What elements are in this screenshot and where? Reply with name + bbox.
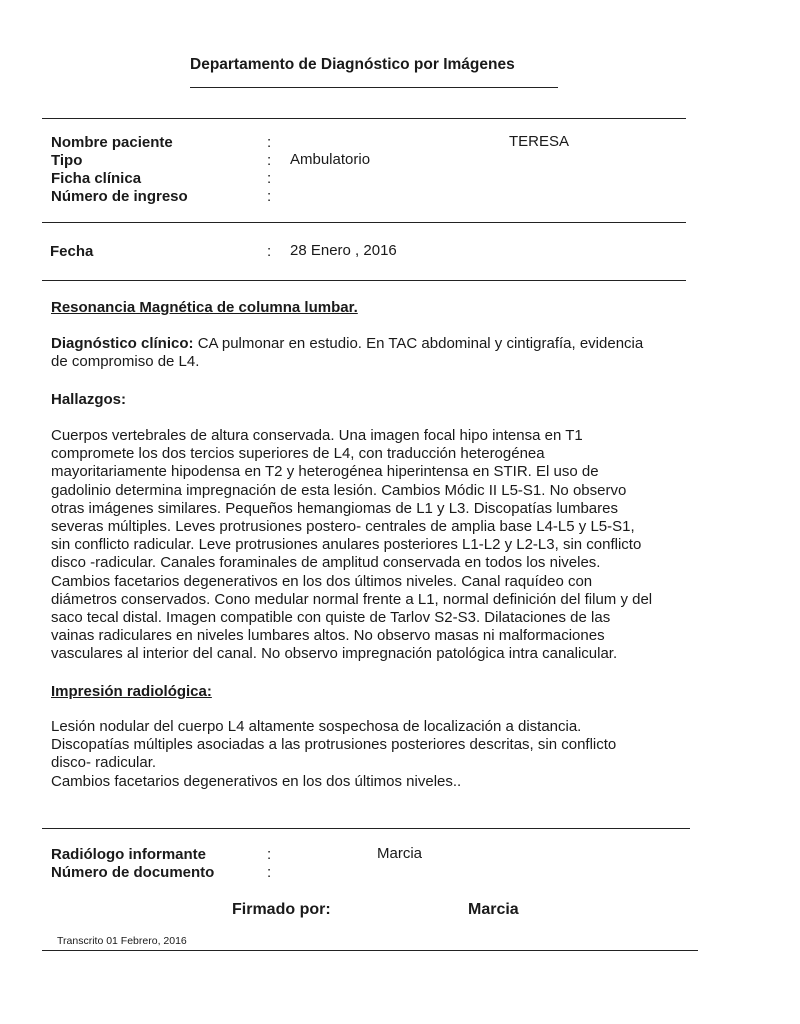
colon: : <box>267 170 272 187</box>
title-underline <box>190 87 558 88</box>
findings-line: Cambios facetarios degenerativos en los dos últimos niveles. Canal raquídeo con <box>51 572 593 590</box>
page-title: Departamento de Diagnóstico por Imágenes <box>190 56 515 73</box>
study-title: Resonancia Magnética de columna lumbar. <box>51 299 358 316</box>
transcribed-date: Transcrito 01 Febrero, 2016 <box>57 935 187 947</box>
impression-label: Impresión radiológica: <box>51 683 212 700</box>
findings-line: disco -radicular. Canales foraminales de amplitud conservada en todos los niveles. <box>51 554 601 572</box>
patient-admission-label: Número de ingreso <box>51 188 188 205</box>
date-value: 28 Enero , 2016 <box>290 242 397 259</box>
clinical-diagnosis-line <box>51 335 731 353</box>
findings-line: vainas radiculares en niveles lumbares altos. No observo masas ni malformaciones <box>51 627 605 645</box>
impression-line: disco- radicular. <box>51 754 157 772</box>
colon: : <box>267 188 272 205</box>
signed-by-label: Firmado por: <box>232 901 331 918</box>
clinical-diagnosis-label: Diagnóstico clínico: <box>51 335 194 352</box>
colon: : <box>267 152 272 169</box>
findings-line: mayoritariamente hipodensa en T2 y heterogénea hiperintensa en STIR. El uso de <box>51 463 599 481</box>
divider-footer <box>42 828 690 829</box>
patient-chart-label: Ficha clínica <box>51 170 142 187</box>
radiologist-value: Marcia <box>377 845 423 862</box>
patient-type-value: Ambulatorio <box>290 151 371 168</box>
document-number-label: Número de documento <box>51 864 215 881</box>
impression-line: Discopatías múltiples asociadas a las protrusiones posteriores descritas, sin conflicto <box>51 736 617 754</box>
patient-name-value: TERESA <box>509 133 570 150</box>
divider-bottom <box>42 280 686 281</box>
findings-line: compromete los dos tercios superiores de L4, con traducción heterogénea <box>51 445 545 463</box>
findings-line: severas múltiples. Leves protrusiones postero- centrales de amplia base L4-L5 y L5-S1, <box>51 518 635 536</box>
findings-line: saco tecal distal. Imagen compatible con quiste de Tarlov S2-S3. Dilataciones de las <box>51 609 611 627</box>
signed-by-value: Marcia <box>468 901 519 918</box>
impression-line: Lesión nodular del cuerpo L4 altamente sospechosa de localización a distancia. <box>51 718 582 735</box>
impression-text <box>51 718 741 791</box>
findings-line: Cuerpos vertebrales de altura conservada. Una imagen focal hipo intensa en T1 <box>51 427 583 444</box>
findings-line: gadolinio determina impregnación de esta lesión. Cambios Módic II L5-S1. No observo <box>51 481 627 499</box>
colon: : <box>267 134 272 151</box>
findings-line: diámetros conservados. Cono medular normal frente a L1, normal definición del filum y del <box>51 590 653 608</box>
findings-text <box>51 427 741 664</box>
colon: : <box>267 243 272 260</box>
colon: : <box>267 846 272 863</box>
date-label: Fecha <box>50 243 94 260</box>
divider-end <box>42 950 698 951</box>
patient-name-label: Nombre paciente <box>51 134 173 151</box>
findings-label: Hallazgos: <box>51 391 127 408</box>
clinical-diagnosis-text-2: de compromiso de L4. <box>51 353 200 371</box>
clinical-diagnosis-text: CA pulmonar en estudio. En TAC abdominal y cintigrafía, evidencia <box>197 335 644 352</box>
divider-middle <box>42 222 686 223</box>
divider-top <box>42 118 686 119</box>
impression-line: Cambios facetarios degenerativos en los dos últimos niveles.. <box>51 772 462 790</box>
patient-type-label: Tipo <box>51 152 83 169</box>
colon: : <box>267 864 272 881</box>
radiologist-label: Radiólogo informante <box>51 846 206 863</box>
findings-line: vasculares al interior del canal. No observo impregnación patológica intra canalicular. <box>51 645 618 663</box>
findings-line: otras imágenes similares. Pequeños hemangiomas de L1 y L3. Discopatías lumbares <box>51 499 618 517</box>
clinical-diagnosis <box>51 335 731 371</box>
findings-line: sin conflicto radicular. Leve protrusiones anulares posteriores L1-L2 y L2-L3, sin conflicto <box>51 536 642 554</box>
